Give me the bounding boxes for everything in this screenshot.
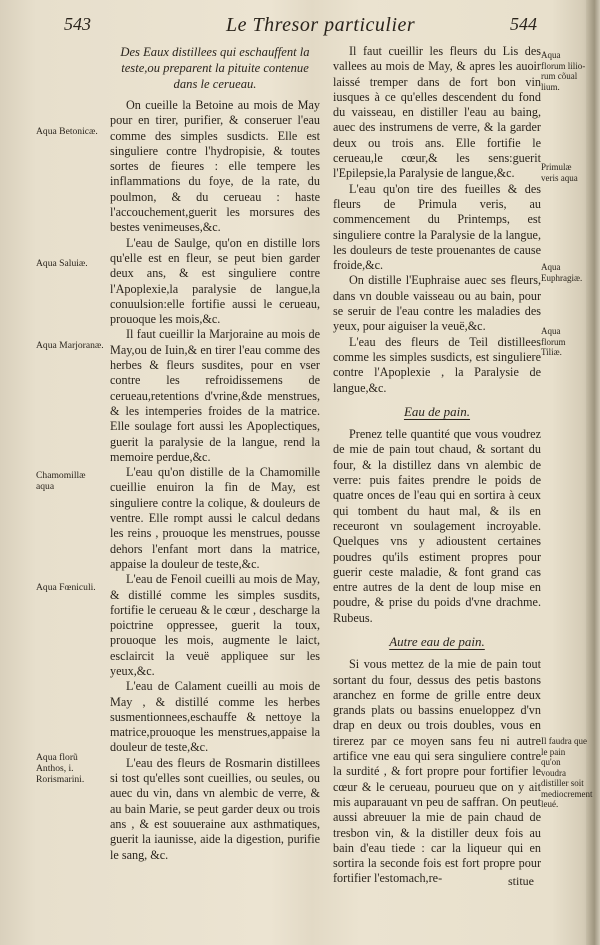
margin-note-euphragia: Aqua Euphragiæ. [541,262,583,283]
paragraph-marjoraine: Il faut cueillir la Marjoraine au mois de May,ou de Iuin,& en tirer l'eau comme des herbes & fleurs susdites, pour en vser contre les refroidissemens de cerueau,retentions d'vrine,&de menstrues, & les intemperies froides de la matrice. Elle soulage fort aussi les Apoplectiques, guerit la paralysie de la langue, rend la memoire perdue,&c. [110,327,320,464]
paragraph-betoine: On cueille la Betoine au mois de May pour en tirer, purifier, & conseruer l'eau comme des simples susdicts. Elle est singuliere contre l'hydropisie, & toutes sortes de fieures : elle tempere les inflammations du foye, de la rate, du poulmon, & du cerueau : haste l'accouchement,guerit les morsures des bestes venimeuses,&c. [110,98,320,235]
running-title: Le Thresor particulier [226,14,416,36]
margin-note-primula: Primulæ veris aqua [541,162,578,183]
margin-note-pain: Il faudra que le pain qu'on voudra distiller soit mediocrement leué. [541,736,593,809]
paragraph-autre-eau: Si vous mettez de la mie de pain tout sortant du four, dessus des petis bastons aranchez en forme de grille entre deux grands plats ou bassins enueloppez d'vn drap en deux ou trois doubles, vous en tirerez par ce moyen sans feu ni autre artifice vne eau qui sera singuliere contre la surdité , & fort propre pour fortifier le cœur & le cerueau, pourueu que on y ait mis auparauant vn peu de saffran. On peut aussi abreuuer la mie de pain chaud de tresbon vin, & la distiller deux fois au bain d'eau tiede : car la liqueur qui en sortira la seconde fois est fort propre pour fortifier l'estomach,re- [333,657,541,886]
margin-note-rorismarinus: Aqua florũ Anthos, i. Rorismarini. [36,752,85,785]
paragraph-euphraise: On distille l'Euphraise auec ses fleurs, dans vn double vaisseau ou au bain, pour se seruir de l'eau contre les maladies des yeux, pour aiguiser la veuë,&c. [333,273,541,334]
catchword: stitue [508,874,534,888]
book-page-edge [586,0,600,945]
margin-note-saluia: Aqua Saluiæ. [36,258,88,269]
margin-note-betonica: Aqua Betonicæ. [36,126,98,137]
subheading-eau-de-pain: Eau de pain. [403,403,471,419]
margin-note-chamomilla: Chamomillæ aqua [36,470,86,492]
paragraph-chamomille: L'eau qu'on distille de la Chamomille cueillie enuiron la fin de May, est singuliere contre la colique, & douleurs de ventre. Elle rompt aussi le calcul dedans les reins , prouoque les menstrues, pousse dehors l'enfant mort dans la matrice, appaise la douleur de teste,&c. [110,465,320,571]
left-text-column [110,44,320,863]
right-text-column [333,44,541,887]
paragraph-lis: Il faut cueillir les fleurs du Lis des vallees au mois de May, & apres les auoir laissé tremper dans de fort bon vin iusques à ce qu'elles descendent du fond du vaisseau, en distiller l'eau au baing, auec des instrumens de verre, & la garder deux ou trois ans. Elle fortifie le cerueau,le cœur,& les sens:guerit l'Epilepsie,la Paralysie de langue,&c. [333,44,541,181]
paragraph-eau-de-pain: Prenez telle quantité que vous voudrez de mie de pain tout chaud, & sortant du four, & la distillez dans vn alembic de verre: puis faites prendre le poids de quatre onces de l'eau qui en sortira à ceux qui tombent du haut mal, & ils en receuront vn soulagement incroyable. Quelques vns y adioustent certaines poudres qu'ils estiment propres pour guerir ceste maladie, & font grand cas entre autres de la dent de loup mise en poudre, & prise du poids d'vne drachme. Rubeus. [333,427,541,625]
paragraph-rosmarin: L'eau des fleurs de Rosmarin distillees si tost qu'elles sont cueillies, ou seules, ou auec du vin, dans vn alembic de verre, & au bain Marie, se peut garder deux ou trois ans , & est souueraine aux asthmatiques, guerit la iaunisse, aide la digestion, purifie le sang, &c. [110,755,320,862]
paragraph-saulge: L'eau de Saulge, qu'on en distille lors qu'elle est en fleur, se peut bien garder deux ans, & est singuliere contre l'Apoplexie,la paralysie de langue,la conuulsion:elle fortifie aussi le cerueau, prouoque les mois,&c. [110,235,320,327]
right-page-number: 544 [510,14,537,34]
margin-note-lilium: Aqua florum lilio-rum cõual lium. [541,50,586,92]
paragraph-calament: L'eau de Calament cueilli au mois de May , & distillé comme les herbes susmentionnees,eschauffe & nettoye la matrice,prouoque les menstrues,appaise la douleur de teste,&c. [110,679,320,755]
page-header [0,14,600,42]
paragraph-primula: L'eau qu'on tire des fueilles & des fleurs de Primula veris, au commencement du Printemps, est singuliere contre la Paralysie de la langue, les douleurs de teste prouenantes de cause froide,&c. [333,181,541,273]
subheading-autre-eau: Autre eau de pain. [389,633,485,649]
paragraph-teil: L'eau des fleurs de Teil distillees comme les simples susdicts, est singuliere contre l'Apoplexie , la Paralysie de langue,&c. [333,334,541,395]
margin-note-tilia: Aqua florum Tiliæ. [541,326,566,357]
left-page-number: 543 [64,14,91,34]
section-title: Des Eaux distillees qui eschauffent la teste,ou preparent la pituite contenue dans le cerueau. [120,45,310,91]
margin-note-marjorana: Aqua Marjoranæ. [36,340,104,351]
paragraph-fenoil: L'eau de Fenoil cueilli au mois de May, & distillé comme les simples susdits, fortifie le cerueau & le cœur , descharge la poictrine oppressee, guerit la toux, prouoque les mois, augmente le laict, esclaircit la veuë appliquee sur les yeux,&c. [110,572,320,678]
margin-note-foeniculum: Aqua Fœniculi. [36,582,96,593]
